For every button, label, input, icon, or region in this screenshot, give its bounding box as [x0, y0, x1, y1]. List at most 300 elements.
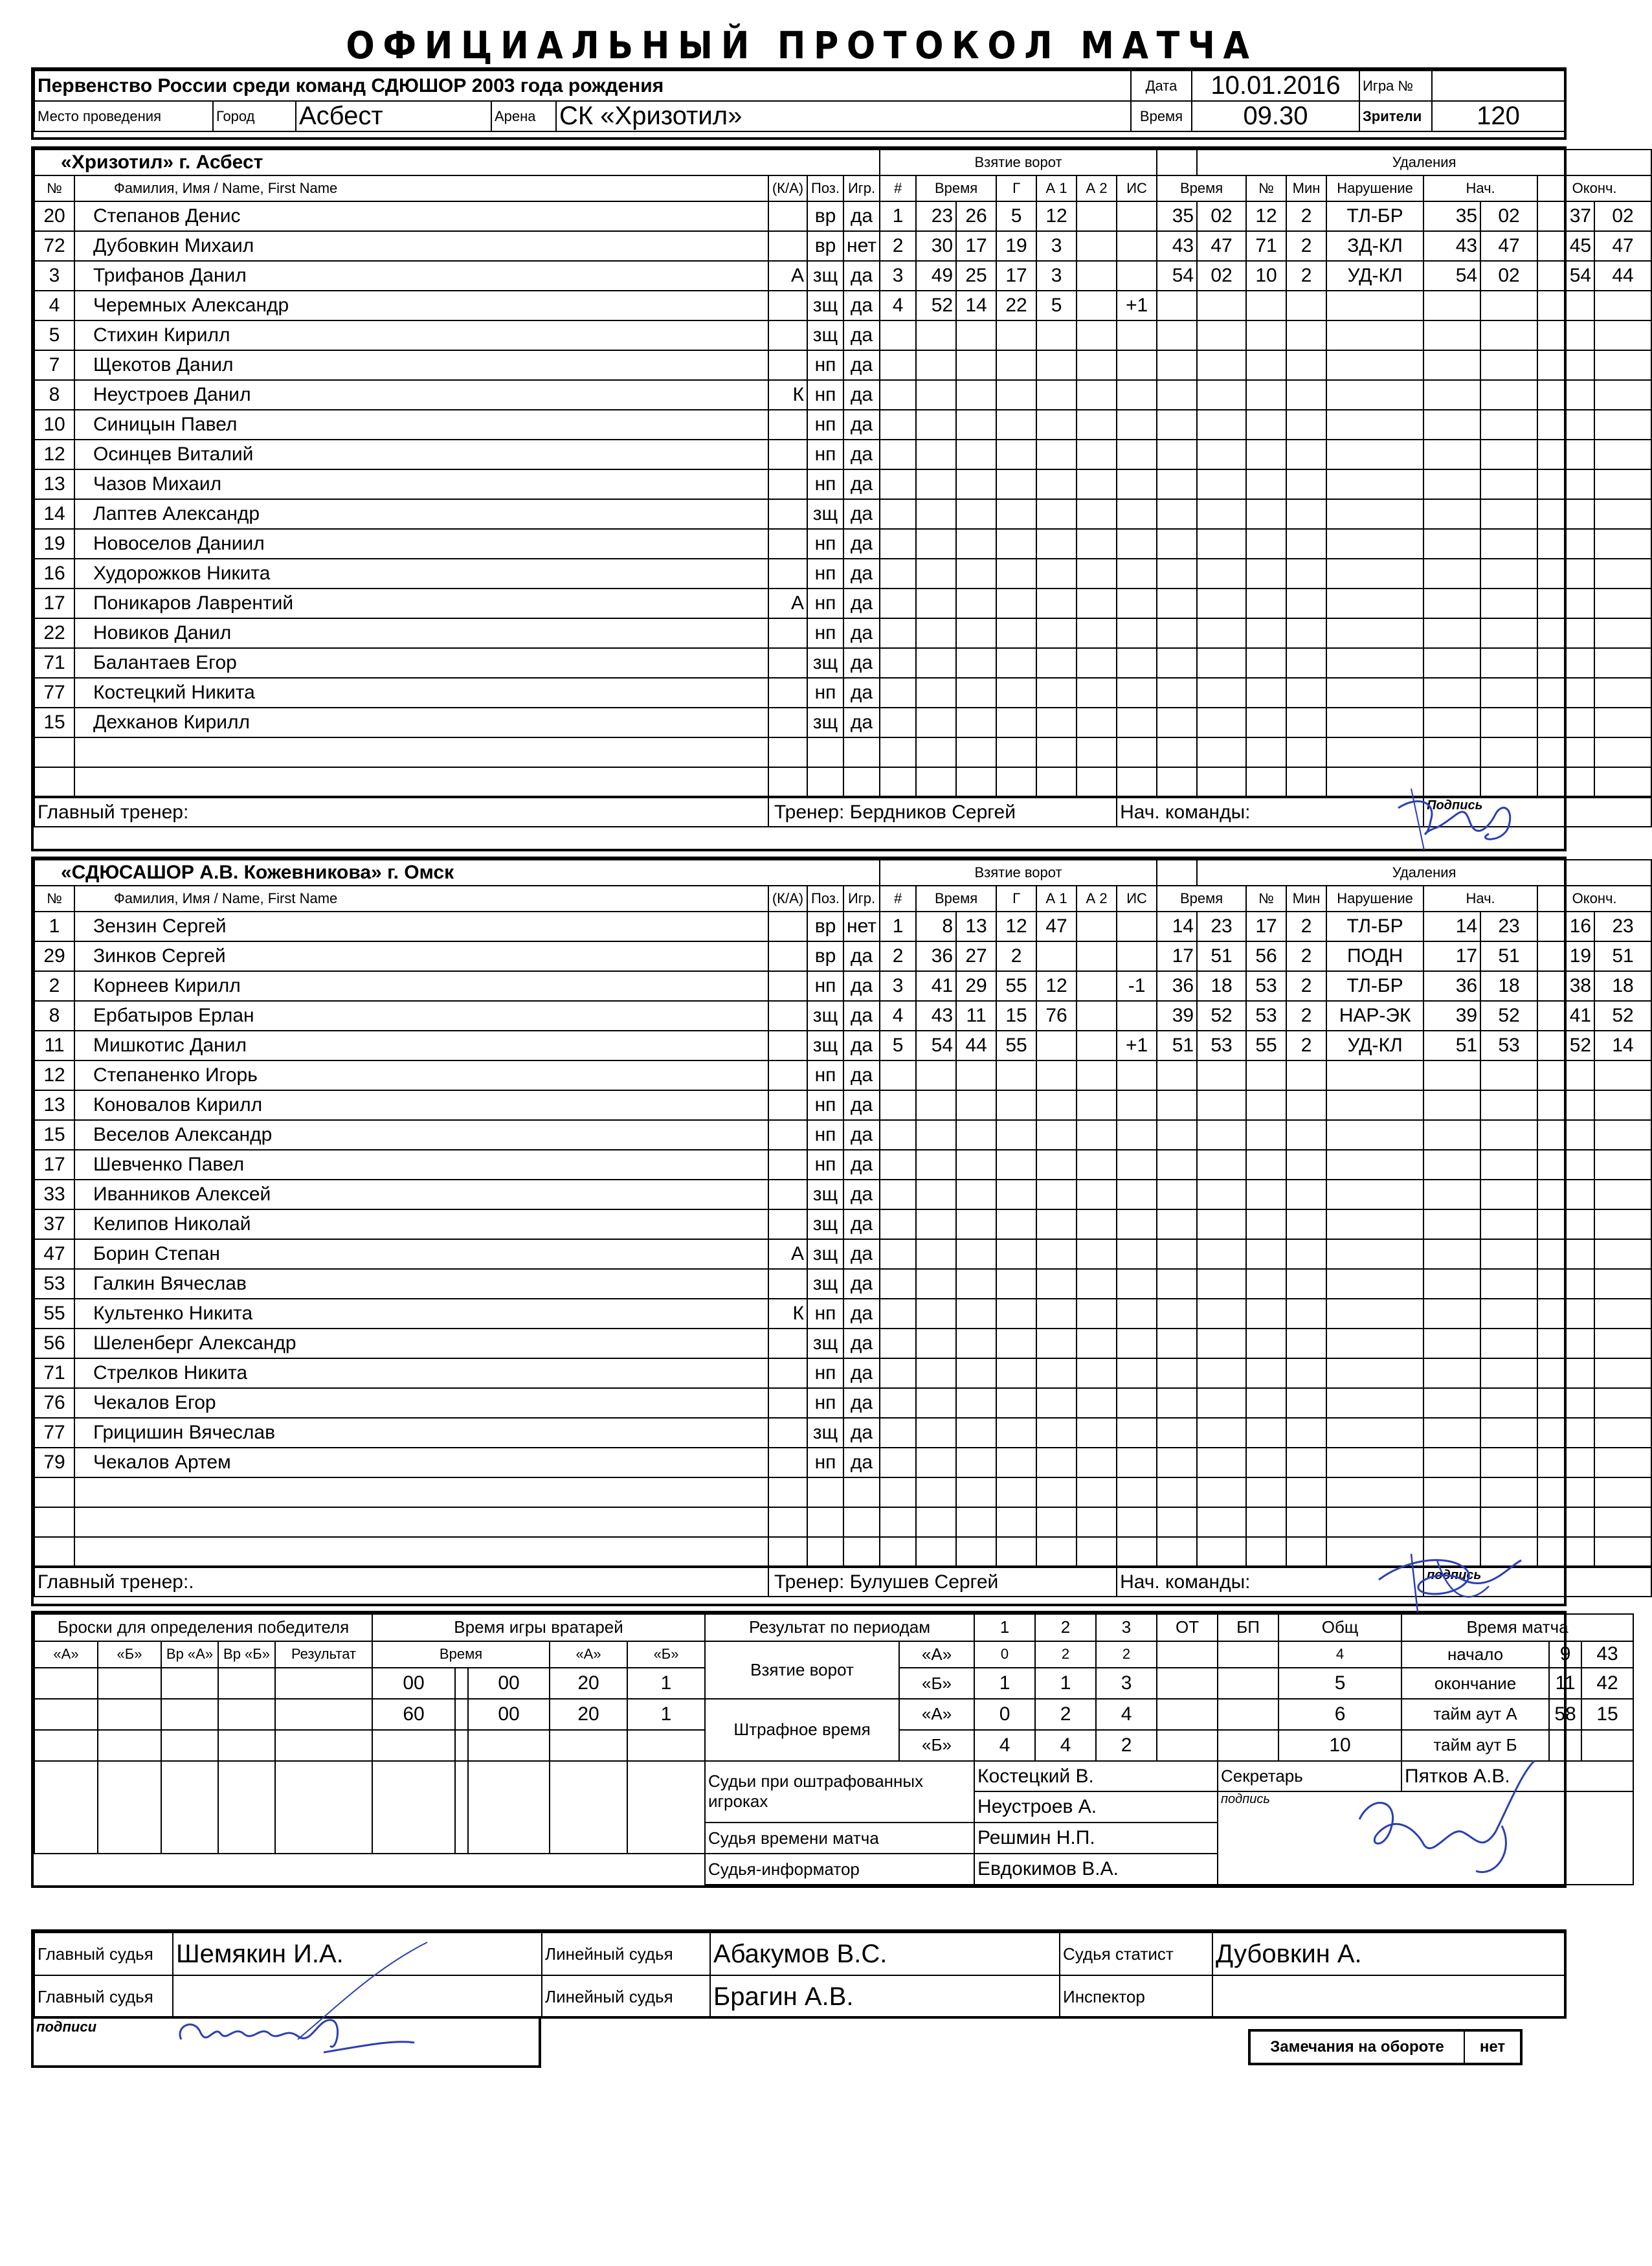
- penalty-start-sec: 47: [1480, 231, 1537, 261]
- player-position: зщ: [807, 1180, 843, 1209]
- player-ka: [768, 291, 807, 320]
- line-ref-label-1: Линейный судья: [542, 1933, 710, 1975]
- gk-row1-a: 20: [550, 1668, 627, 1699]
- col-pos: Поз.: [807, 175, 843, 201]
- penalty-start-min: 36: [1423, 971, 1480, 1001]
- informer: Евдокимов В.А.: [974, 1854, 1218, 1885]
- penalty-minutes: 2: [1286, 231, 1326, 261]
- team-a-section: [31, 146, 1634, 851]
- player-number: 29: [34, 941, 74, 971]
- goal-strength: [1117, 912, 1157, 941]
- timeout-a-label: тайм аут А: [1401, 1699, 1549, 1730]
- goal-minute: 43: [916, 1001, 956, 1031]
- player-row: [34, 320, 1651, 350]
- coach-name: Булушев Сергей: [849, 1571, 999, 1593]
- player-plays: нет: [843, 912, 880, 941]
- player-plays: да: [843, 678, 880, 708]
- head-coach-label: Главный тренер:: [34, 797, 768, 827]
- player-plays: да: [843, 1031, 880, 1060]
- timekeeper: Решмин Н.П.: [974, 1823, 1218, 1854]
- shootout-vra-header: Вр «А»: [161, 1641, 218, 1668]
- goals-b-total: 5: [1278, 1668, 1401, 1699]
- time-label: Время: [1131, 101, 1192, 131]
- goal-minute: 49: [916, 261, 956, 291]
- timekeeper-label: Судья времени матча: [705, 1823, 974, 1854]
- player-name: Грицишин Вячеслав: [74, 1418, 768, 1448]
- player-ka: [768, 1388, 807, 1418]
- goal-strength: [1117, 231, 1157, 261]
- period-3-header: 3: [1096, 1614, 1157, 1641]
- goal-strength: [1117, 201, 1157, 231]
- player-name: Шевченко Павел: [74, 1150, 768, 1180]
- coach-label: Тренер:: [774, 801, 845, 823]
- venue-label: Место проведения: [34, 101, 213, 131]
- penalty-minute: 51: [1157, 1031, 1197, 1060]
- col-num: №: [34, 175, 74, 201]
- player-ka: [768, 499, 807, 529]
- period-1-header: 1: [974, 1614, 1035, 1641]
- player-row: [34, 1209, 1651, 1239]
- player-ka: [768, 1269, 807, 1299]
- player-position: нп: [807, 1299, 843, 1329]
- gk-row1-b: 1: [627, 1668, 705, 1699]
- penalty-minutes: 2: [1286, 201, 1326, 231]
- player-ka: А: [768, 1239, 807, 1269]
- player-plays: да: [843, 291, 880, 320]
- player-plays: да: [843, 1448, 880, 1477]
- player-row: [34, 648, 1651, 678]
- player-name: Черемных Александр: [74, 291, 768, 320]
- penalty-start-min: 51: [1423, 1031, 1480, 1060]
- game-number-label: Игра №: [1359, 71, 1432, 101]
- match-header: [31, 67, 1567, 140]
- penalty-player: 56: [1246, 941, 1286, 971]
- col-start: Нач.: [1423, 175, 1537, 201]
- team-name: «СДЮСАШОР А.В. Кожевникова» г. Омск: [34, 860, 880, 886]
- col-name: Фамилия, Имя / Name, First Name: [74, 175, 768, 201]
- player-row: [34, 201, 1651, 231]
- goal-number: 3: [880, 261, 916, 291]
- inspector-label: Инспектор: [1060, 1975, 1212, 2018]
- player-name: Корнеев Кирилл: [74, 971, 768, 1001]
- col-pen-num: №: [1246, 886, 1286, 912]
- player-ka: [768, 1329, 807, 1358]
- player-number: 1: [34, 912, 74, 941]
- goal-strength: [1117, 261, 1157, 291]
- penalty-minutes: 2: [1286, 261, 1326, 291]
- player-ka: [768, 1209, 807, 1239]
- penalty-minutes: 2: [1286, 912, 1326, 941]
- player-number: 5: [34, 320, 74, 350]
- player-ka: [768, 1060, 807, 1090]
- player-name: Дубовкин Михаил: [74, 231, 768, 261]
- penalty-end-min: 19: [1537, 941, 1594, 971]
- player-position: нп: [807, 469, 843, 499]
- player-row: [34, 912, 1651, 941]
- line-ref-label-2: Линейный судья: [542, 1975, 710, 2018]
- player-name: Стихин Кирилл: [74, 320, 768, 350]
- penalty-player: 17: [1246, 912, 1286, 941]
- spectators-label: Зрители: [1359, 101, 1432, 131]
- arena-label: Арена: [491, 101, 556, 131]
- penalty-second: 02: [1197, 261, 1246, 291]
- col-pos: Поз.: [807, 886, 843, 912]
- player-row: [34, 440, 1651, 469]
- goals-row-label: Взятие ворот: [705, 1641, 899, 1699]
- secretary-label: Секретарь: [1218, 1761, 1401, 1792]
- player-number: 76: [34, 1388, 74, 1418]
- player-position: вр: [807, 912, 843, 941]
- player-row: [34, 1001, 1651, 1031]
- player-position: нп: [807, 1448, 843, 1477]
- penalty-start-sec: 02: [1480, 261, 1537, 291]
- player-ka: [768, 231, 807, 261]
- col-is: ИС: [1117, 886, 1157, 912]
- player-row: [34, 1477, 1651, 1507]
- player-ka: [768, 912, 807, 941]
- penalty-minute: 35: [1157, 201, 1197, 231]
- goal-second: 13: [956, 912, 996, 941]
- player-position: нп: [807, 380, 843, 410]
- player-position: зщ: [807, 320, 843, 350]
- penalty-minutes: 2: [1286, 971, 1326, 1001]
- goal-second: 17: [956, 231, 996, 261]
- goals-title: Взятие ворот: [880, 860, 1157, 886]
- player-ka: [768, 1418, 807, 1448]
- pen-a-p2: 2: [1035, 1699, 1096, 1730]
- player-plays: да: [843, 1418, 880, 1448]
- player-row: [34, 678, 1651, 708]
- player-position: зщ: [807, 648, 843, 678]
- player-plays: да: [843, 499, 880, 529]
- protocol-title: ОФИЦИАЛЬНЫЙ ПРОТОКОЛ МАТЧА: [346, 23, 1258, 67]
- shootout-vrb-header: Вр «Б»: [218, 1641, 275, 1668]
- player-position: зщ: [807, 1209, 843, 1239]
- player-position: нп: [807, 1358, 843, 1388]
- goal-assist-2: [1077, 1001, 1117, 1031]
- player-plays: да: [843, 1150, 880, 1180]
- player-number: 55: [34, 1299, 74, 1329]
- player-plays: да: [843, 1239, 880, 1269]
- player-number: 13: [34, 1090, 74, 1120]
- goal-minute: 52: [916, 291, 956, 320]
- player-row: [34, 1031, 1651, 1060]
- player-plays: да: [843, 440, 880, 469]
- start-minutes: 9: [1549, 1641, 1581, 1668]
- player-row: [34, 1448, 1651, 1477]
- player-position: зщ: [807, 499, 843, 529]
- player-plays: да: [843, 380, 880, 410]
- player-name: Поникаров Лаврентий: [74, 589, 768, 618]
- player-position: зщ: [807, 1269, 843, 1299]
- player-plays: да: [843, 1358, 880, 1388]
- penalty-player: 71: [1246, 231, 1286, 261]
- player-plays: да: [843, 971, 880, 1001]
- player-position: нп: [807, 440, 843, 469]
- player-position: зщ: [807, 708, 843, 737]
- player-ka: [768, 559, 807, 589]
- player-position: нп: [807, 1090, 843, 1120]
- penalty-minute: 36: [1157, 971, 1197, 1001]
- col-ka: (К/А): [768, 175, 807, 201]
- goals-a-ot: [1157, 1641, 1218, 1668]
- player-number: 79: [34, 1448, 74, 1477]
- penalty-end-sec: 23: [1594, 912, 1651, 941]
- goal-minute: 41: [916, 971, 956, 1001]
- start-seconds: 43: [1581, 1641, 1633, 1668]
- pen-b-total: 10: [1278, 1730, 1401, 1761]
- player-number: 15: [34, 708, 74, 737]
- shootout-a-header: «А»: [34, 1641, 98, 1668]
- player-ka: [768, 971, 807, 1001]
- player-plays: да: [843, 1180, 880, 1209]
- player-plays: да: [843, 1329, 880, 1358]
- col-pen-time: Время: [1157, 175, 1246, 201]
- goal-strength: [1117, 941, 1157, 971]
- player-number: 3: [34, 261, 74, 291]
- player-name: Степанов Денис: [74, 201, 768, 231]
- penalty-second: 52: [1197, 1001, 1246, 1031]
- player-row: [34, 941, 1651, 971]
- penalty-minutes: 2: [1286, 941, 1326, 971]
- goal-number: 3: [880, 971, 916, 1001]
- player-plays: да: [843, 1090, 880, 1120]
- player-row: [34, 261, 1651, 291]
- player-number: 71: [34, 1358, 74, 1388]
- player-ka: [768, 320, 807, 350]
- goal-second: 26: [956, 201, 996, 231]
- col-g: Г: [996, 175, 1036, 201]
- player-row: [34, 1150, 1651, 1180]
- player-name: Зензин Сергей: [74, 912, 768, 941]
- gk-row2-sec: 00: [468, 1699, 550, 1730]
- player-number: 20: [34, 201, 74, 231]
- col-goal-time: Время: [916, 886, 996, 912]
- goals-b-p1: 1: [974, 1668, 1035, 1699]
- col-violation: Нарушение: [1326, 886, 1423, 912]
- remarks-value: нет: [1479, 2038, 1506, 2056]
- gk-time-title: Время игры вратарей: [372, 1614, 705, 1641]
- penalty-end-min: 54: [1537, 261, 1594, 291]
- penalty-judge-1: Костецкий В.: [974, 1761, 1218, 1792]
- col-min: Мин: [1286, 175, 1326, 201]
- player-name: Степаненко Игорь: [74, 1060, 768, 1090]
- goals-team-b-label: «Б»: [899, 1668, 974, 1699]
- player-position: нп: [807, 971, 843, 1001]
- penalty-minute: 14: [1157, 912, 1197, 941]
- goal-scorer: 55: [996, 1031, 1036, 1060]
- col-violation: Нарушение: [1326, 175, 1423, 201]
- player-row: [34, 499, 1651, 529]
- player-name: Чекалов Егор: [74, 1388, 768, 1418]
- team-chief-label: Нач. команды:: [1117, 797, 1423, 827]
- player-name: Чекалов Артем: [74, 1448, 768, 1477]
- penalty-player: 53: [1246, 1001, 1286, 1031]
- player-name: Осинцев Виталий: [74, 440, 768, 469]
- head-coach-label: Главный тренер:.: [34, 1567, 768, 1597]
- line-ref-1: Абакумов В.С.: [710, 1933, 1060, 1975]
- goals-a-p1: 0: [974, 1641, 1035, 1668]
- player-ka: [768, 1180, 807, 1209]
- player-number: 71: [34, 648, 74, 678]
- col-min: Мин: [1286, 886, 1326, 912]
- goal-assist-2: [1077, 231, 1117, 261]
- player-number: 17: [34, 589, 74, 618]
- player-name: Костецкий Никита: [74, 678, 768, 708]
- penalty-second: 23: [1197, 912, 1246, 941]
- timeout-a-seconds: 15: [1581, 1699, 1633, 1730]
- player-position: нп: [807, 589, 843, 618]
- col-ka: (К/А): [768, 886, 807, 912]
- player-row: [34, 737, 1651, 767]
- col-a2: А 2: [1077, 886, 1117, 912]
- match-date: 10.01.2016: [1192, 71, 1359, 101]
- stat-judge: Дубовкин А.: [1212, 1933, 1565, 1975]
- team-sign-label: Подпись: [1423, 797, 1651, 827]
- player-row: [34, 1090, 1651, 1120]
- player-number: 77: [34, 678, 74, 708]
- player-plays: да: [843, 1120, 880, 1150]
- col-end: Оконч.: [1537, 175, 1651, 201]
- goal-minute: 36: [916, 941, 956, 971]
- player-name: Неустроев Данил: [74, 380, 768, 410]
- goal-number: 2: [880, 941, 916, 971]
- player-row: [34, 469, 1651, 499]
- player-number: 53: [34, 1269, 74, 1299]
- player-name: Дехканов Кирилл: [74, 708, 768, 737]
- player-number: 22: [34, 618, 74, 648]
- goal-strength: [1117, 1001, 1157, 1031]
- timeout-a-minutes: 58: [1549, 1699, 1581, 1730]
- player-position: нп: [807, 678, 843, 708]
- timeout-b-label: тайм аут Б: [1401, 1730, 1549, 1761]
- player-position: зщ: [807, 291, 843, 320]
- player-position: нп: [807, 1150, 843, 1180]
- player-plays: да: [843, 469, 880, 499]
- player-number: 10: [34, 410, 74, 440]
- player-name: Щекотов Данил: [74, 350, 768, 380]
- player-row: [34, 529, 1651, 559]
- player-number: 14: [34, 499, 74, 529]
- player-row: [34, 410, 1651, 440]
- player-number: 33: [34, 1180, 74, 1209]
- referees-section: [31, 1929, 1567, 2019]
- line-ref-2: Брагин А.В.: [710, 1975, 1060, 2018]
- player-number: 12: [34, 1060, 74, 1090]
- goal-number: 5: [880, 1031, 916, 1060]
- player-ka: [768, 1150, 807, 1180]
- goal-number: 1: [880, 912, 916, 941]
- goal-number: 4: [880, 291, 916, 320]
- goal-scorer: 15: [996, 1001, 1036, 1031]
- player-ka: [768, 201, 807, 231]
- player-row: [34, 350, 1651, 380]
- player-plays: да: [843, 648, 880, 678]
- player-row: [34, 708, 1651, 737]
- penalty-end-min: 16: [1537, 912, 1594, 941]
- informer-label: Судья-информатор: [705, 1854, 974, 1885]
- end-seconds: 42: [1581, 1668, 1633, 1699]
- penalty-violation: НАР-ЭК: [1326, 1001, 1423, 1031]
- gk-time-header: Время: [372, 1641, 550, 1668]
- player-row: [34, 1180, 1651, 1209]
- penalty-end-min: 38: [1537, 971, 1594, 1001]
- player-number: 72: [34, 231, 74, 261]
- player-row: [34, 1537, 1651, 1567]
- goal-strength: -1: [1117, 971, 1157, 1001]
- col-start: Нач.: [1423, 886, 1537, 912]
- col-plays: Игр.: [843, 886, 880, 912]
- penalty-end-min: 37: [1537, 201, 1594, 231]
- player-number: 2: [34, 971, 74, 1001]
- player-plays: да: [843, 618, 880, 648]
- penalties-title: Удаления: [1197, 150, 1651, 175]
- penalty-end-sec: 47: [1594, 231, 1651, 261]
- penalty-start-min: 17: [1423, 941, 1480, 971]
- penalty-end-min: 52: [1537, 1031, 1594, 1060]
- player-ka: [768, 350, 807, 380]
- player-number: 4: [34, 291, 74, 320]
- spectators: 120: [1432, 101, 1565, 131]
- player-name: Новиков Данил: [74, 618, 768, 648]
- player-plays: да: [843, 320, 880, 350]
- penalty-minutes: 2: [1286, 1001, 1326, 1031]
- player-plays: да: [843, 201, 880, 231]
- gk-row2-b: 1: [627, 1699, 705, 1730]
- goal-scorer: 19: [996, 231, 1036, 261]
- player-position: вр: [807, 231, 843, 261]
- player-plays: да: [843, 261, 880, 291]
- penalty-minute: 54: [1157, 261, 1197, 291]
- player-row: [34, 1060, 1651, 1090]
- player-plays: да: [843, 1299, 880, 1329]
- player-number: 77: [34, 1418, 74, 1448]
- goal-assist-1: 76: [1036, 1001, 1077, 1031]
- player-position: нп: [807, 1120, 843, 1150]
- pen-b-bp: [1218, 1730, 1278, 1761]
- col-goal-time: Время: [916, 175, 996, 201]
- player-ka: [768, 440, 807, 469]
- goals-a-p2: 2: [1035, 1641, 1096, 1668]
- competition-name: Первенство России среди команд СДЮШОР 2003 года рождения: [34, 71, 1131, 101]
- player-ka: А: [768, 261, 807, 291]
- goal-assist-1: [1036, 1031, 1077, 1060]
- shootout-header: БП: [1218, 1614, 1278, 1641]
- col-name: Фамилия, Имя / Name, First Name: [74, 886, 768, 912]
- shootout-result-header: Результат: [275, 1641, 372, 1668]
- player-number: 19: [34, 529, 74, 559]
- penalty-judge-2: Неустроев А.: [974, 1791, 1218, 1823]
- penalty-second: 18: [1197, 971, 1246, 1001]
- penalty-start-min: 43: [1423, 231, 1480, 261]
- player-name: Галкин Вячеслав: [74, 1269, 768, 1299]
- player-name: Борин Степан: [74, 1239, 768, 1269]
- team-b-section: [31, 857, 1634, 1606]
- penalty-violation: ТЛ-БР: [1326, 201, 1423, 231]
- penalty-start-min: 14: [1423, 912, 1480, 941]
- goal-assist-1: 47: [1036, 912, 1077, 941]
- player-name: Веселов Александр: [74, 1120, 768, 1150]
- player-name: Худорожков Никита: [74, 559, 768, 589]
- player-position: зщ: [807, 1239, 843, 1269]
- player-position: нп: [807, 559, 843, 589]
- player-name: Шеленберг Александр: [74, 1329, 768, 1358]
- player-number: 11: [34, 1031, 74, 1060]
- penalty-player: 53: [1246, 971, 1286, 1001]
- player-name: Лаптев Александр: [74, 499, 768, 529]
- player-ka: [768, 469, 807, 499]
- player-plays: да: [843, 1001, 880, 1031]
